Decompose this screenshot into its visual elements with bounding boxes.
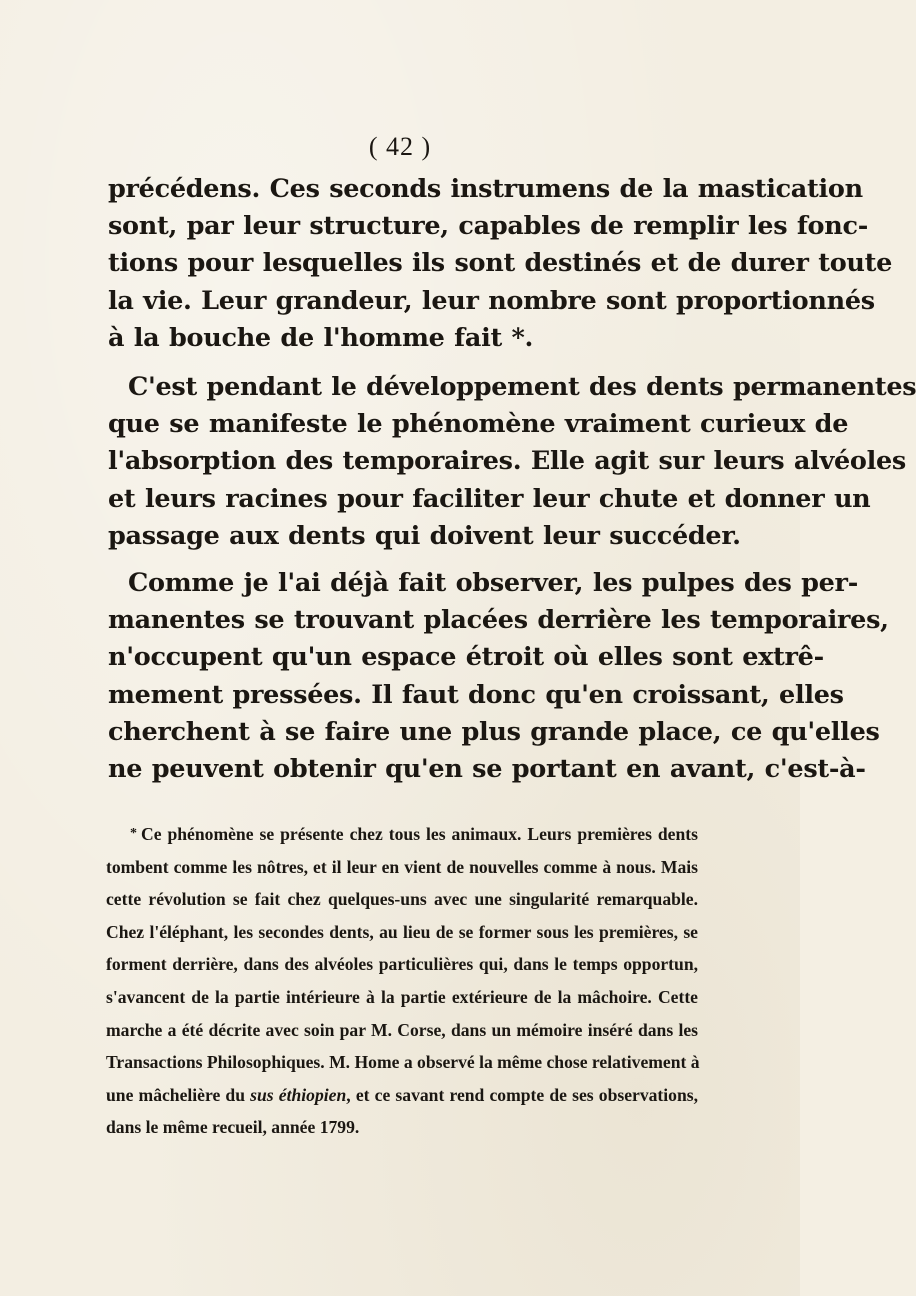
text-line: passage aux dents qui doivent leur succéder. [108, 520, 741, 551]
footnote-line [106, 1079, 698, 1112]
text-line: que se manifeste le phénomène vraiment curieux de [108, 409, 849, 440]
text-line: sont, par leur structure, capables de remplir les fonc- [108, 211, 868, 242]
footnote-line: Chez l'éléphant, les secondes dents, au lieu de se former sous les premières, se [106, 921, 698, 942]
text-line: tions pour lesquelles ils sont destinés et de durer toute [108, 248, 893, 279]
text-line: la vie. Leur grandeur, leur nombre sont proportionnés [108, 285, 875, 316]
text-line: C'est pendant le développement des dents permanentes [128, 372, 916, 402]
text-line: manentes se trouvant placées derrière les temporaires, [108, 605, 889, 636]
page-number: ( 42 ) [368, 132, 432, 161]
text-line: l'absorption des temporaires. Elle agit sur leurs alvéoles [108, 446, 906, 477]
footnote-line: marche a été décrite avec soin par M. Corse, dans un mémoire inséré dans les [106, 1019, 698, 1040]
text-line: cherchent à se faire une plus grande place, ce qu'elles [108, 716, 880, 747]
footnote-line [106, 818, 698, 851]
footnote [106, 818, 698, 1144]
paragraph-2 [108, 369, 916, 555]
footnote-line: cette révolution se fait chez quelques-uns avec une singularité remarquable. [106, 889, 698, 910]
footnote-marker: * [130, 826, 137, 841]
text-line: à la bouche de l'homme fait *. [108, 322, 534, 353]
footnote-text: Ce phénomène se présente chez tous les animaux. Leurs premières dents [141, 824, 698, 844]
footnote-line: dans le même recueil, année 1799. [106, 1117, 360, 1138]
footnote-line: Transactions Philosophiques. M. Home a observé la même chose relativement à [106, 1052, 700, 1073]
footnote-line: s'avancent de la partie intérieure à la partie extérieure de la mâchoire. Cette [106, 986, 698, 1007]
paragraph-3 [108, 565, 889, 788]
text-line: Comme je l'ai déjà fait observer, les pulpes des per- [128, 568, 858, 598]
footnote-text: une mâchelière du [106, 1084, 251, 1105]
footnote-text: , et ce savant rend compte de ses observations, [346, 1084, 698, 1105]
text-line: et leurs racines pour faciliter leur chute et donner un [108, 483, 871, 514]
text-line: mement pressées. Il faut donc qu'en croissant, elles [108, 679, 844, 710]
paragraph-1 [108, 171, 893, 357]
text-line: précédens. Ces seconds instrumens de la mastication [108, 174, 863, 204]
text-line: n'occupent qu'un espace étroit où elles sont extrê- [108, 642, 824, 673]
text-line: ne peuvent obtenir qu'en se portant en avant, c'est-à- [108, 753, 866, 784]
footnote-italic-text: sus éthiopien [250, 1084, 347, 1105]
footnote-line: forment derrière, dans des alvéoles particulières qui, dans le temps opportun, [106, 954, 698, 975]
footnote-line: tombent comme les nôtres, et il leur en vient de nouvelles comme à nous. Mais [106, 856, 698, 877]
